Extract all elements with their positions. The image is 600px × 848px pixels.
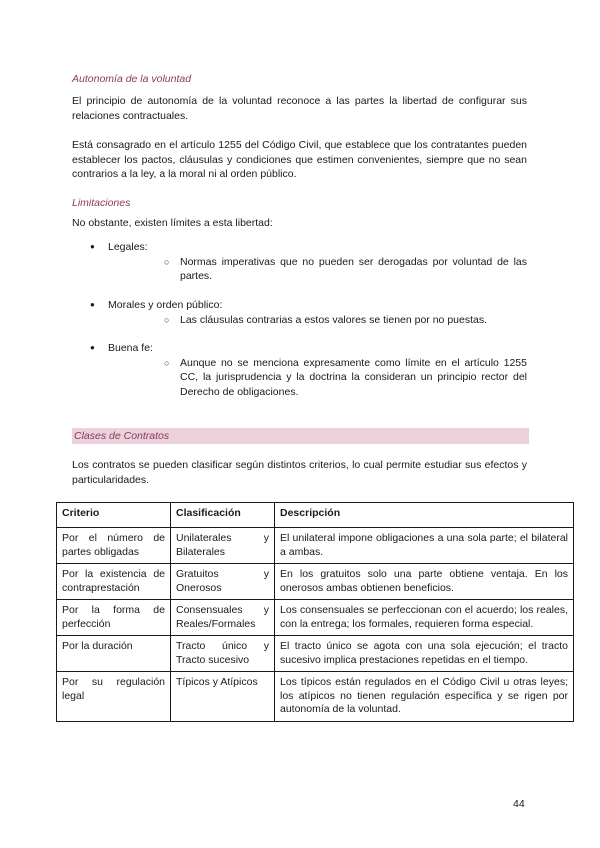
table-row [57, 636, 574, 672]
table-cell: Por la duración [57, 636, 171, 672]
column-header-criterio: Criterio [57, 503, 171, 528]
table-header-row [57, 503, 574, 528]
table-cell: Por el número de partes obligadas [57, 528, 171, 564]
table-cell: Por su regulación legal [57, 672, 171, 722]
list-item [72, 298, 527, 327]
limitaciones-list [72, 341, 527, 399]
paragraph-limitaciones-intro: No obstante, existen límites a esta libertad: [72, 217, 273, 229]
sub-list-item: ○ Aunque no se menciona expresamente como límite en el artículo 1255 CC, la jurisprudencia y la doctrina la consideran un principio rector del Derecho de obligaciones. [108, 356, 527, 400]
list-item-label: Buena fe: [108, 342, 153, 354]
heading-limitaciones: Limitaciones [72, 197, 131, 209]
paragraph-clases-intro: Los contratos se pueden clasificar según distintos criterios, lo cual permite estudiar sus efectos y particularidades. [72, 459, 527, 486]
table-cell: Por la existencia de contraprestación [57, 564, 171, 600]
paragraph-autonomia-1: El principio de autonomía de la voluntad reconoce a las partes la libertad de configurar sus relaciones contractuales. [72, 95, 527, 122]
table-row [57, 672, 574, 722]
table-cell: Los consensuales se perfeccionan con el acuerdo; los reales, con la entrega; los formales, requieren forma especial. [275, 600, 574, 636]
table-cell: Gratuitos y Onerosos [171, 564, 275, 600]
heading-autonomia: Autonomía de la voluntad [72, 73, 192, 85]
column-header-descripcion: Descripción [275, 503, 574, 528]
table-cell: Típicos y Atípicos [171, 672, 275, 722]
table-cell: Unilaterales y Bilaterales [171, 528, 275, 564]
clasificacion-table [56, 502, 574, 722]
table-cell: El unilateral impone obligaciones a una sola parte; el bilateral a ambas. [275, 528, 574, 564]
limitaciones-list [72, 298, 527, 327]
list-item [72, 240, 527, 284]
table-cell: En los gratuitos solo una parte obtiene ventaja. En los onerosos ambas obtienen beneficios. [275, 564, 574, 600]
paragraph-autonomia-2: Está consagrado en el artículo 1255 del Código Civil, que establece que los contratantes pueden establecer los pactos, cláusulas y condiciones que estimen convenientes, siempre que no sean contrarios a la ley, a la moral ni al orden público. [72, 139, 527, 180]
table-cell: Los típicos están regulados en el Código Civil u otras leyes; los atípicos no tienen regulación específica y se rigen por autonomía de la voluntad. [275, 672, 574, 722]
table-cell: Consensuales y Reales/Formales [171, 600, 275, 636]
table-row [57, 600, 574, 636]
list-item [72, 341, 527, 399]
list-item-label: Legales: [108, 241, 148, 253]
sub-list-item: ○ Las cláusulas contrarias a estos valores se tienen por no puestas. [108, 313, 527, 328]
list-item-label: Morales y orden público: [108, 299, 223, 311]
table-row [57, 564, 574, 600]
limitaciones-list [72, 240, 527, 284]
page-number: 44 [513, 798, 525, 810]
section-heading-clases: Clases de Contratos [72, 428, 529, 444]
table-row [57, 528, 574, 564]
table-cell: El tracto único se agota con una sola ejecución; el tracto sucesivo implica prestaciones repetidas en el tiempo. [275, 636, 574, 672]
table-cell: Por la forma de perfección [57, 600, 171, 636]
column-header-clasificacion: Clasificación [171, 503, 275, 528]
sub-list-item: ○ Normas imperativas que no pueden ser derogadas por voluntad de las partes. [108, 255, 527, 284]
table-cell: Tracto único y Tracto sucesivo [171, 636, 275, 672]
